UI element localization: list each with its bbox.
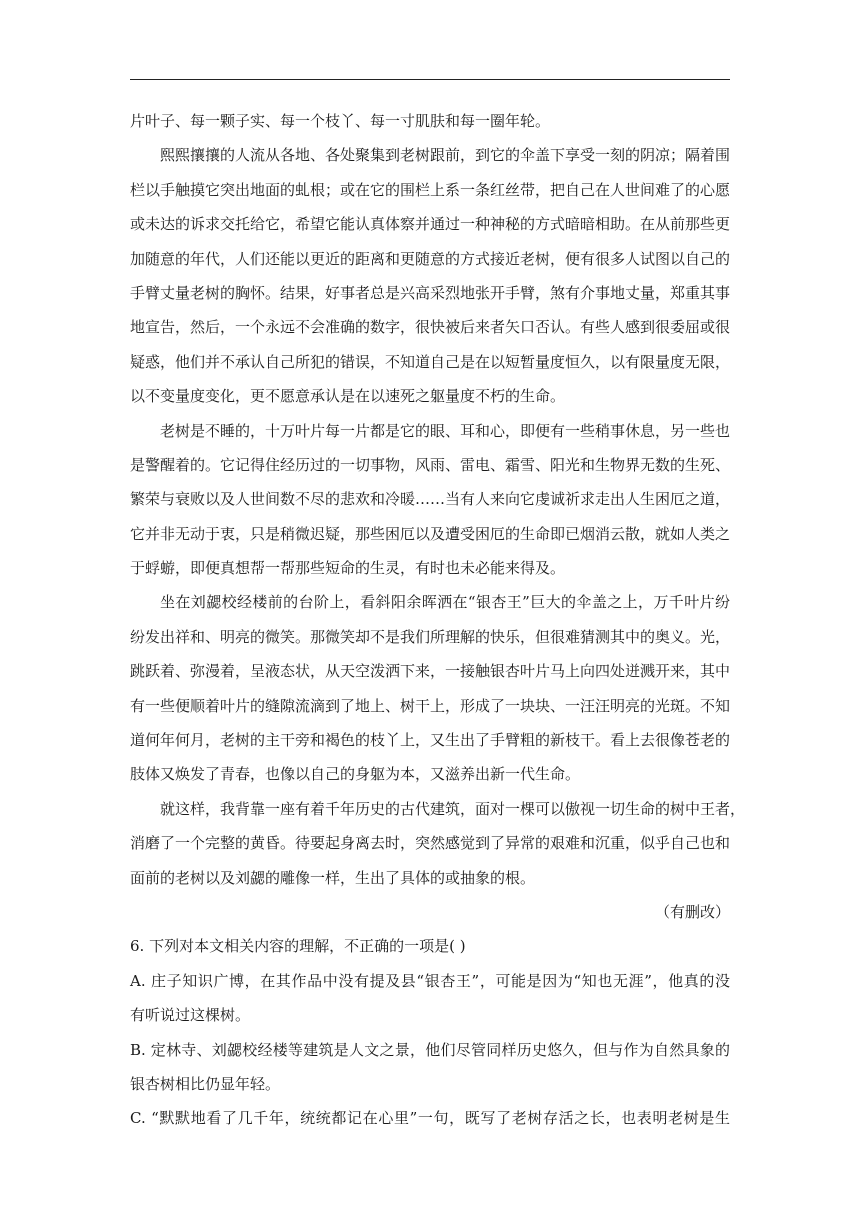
text-line: 或未达的诉求交托给它，希望它能认真体察并通过一种神秘的方式暗暗相助。在从前那些更 bbox=[130, 215, 731, 234]
text-line: 繁荣与衰败以及人世间数不尽的悲欢和冷暖……当有人来向它虔诚祈求走出人生困厄之道， bbox=[130, 490, 731, 509]
option-line: 银杏树相比仍显年轻。 bbox=[130, 1074, 281, 1093]
option-line: B. 定林寺、刘勰校经楼等建筑是人文之景，他们尽管同样历史悠久，但与作为自然具象的 bbox=[130, 1040, 730, 1059]
text-line: 手臂丈量老树的胸怀。结果，好事者总是兴高采烈地张开手臂，煞有介事地丈量，郑重其事 bbox=[130, 283, 731, 302]
option-c bbox=[130, 1101, 730, 1135]
option-line: 有听说过这棵树。 bbox=[130, 1006, 251, 1025]
document-body bbox=[130, 104, 746, 1136]
text-line: 面前的老树以及刘勰的雕像一样，生出了具体的或抽象的根。 bbox=[130, 868, 536, 887]
header-rule bbox=[130, 79, 730, 80]
paragraph bbox=[130, 414, 730, 586]
text-line: 老树是不睡的，十万叶片每一片都是它的眼、耳和心，即便有一些稍事休息，另一些也 bbox=[160, 421, 731, 440]
text-line: 地宣告，然后，一个永远不会准确的数字，很快被后来者矢口否认。有些人感到很委屈或很 bbox=[130, 318, 731, 337]
question-stem: 6. 下列对本文相关内容的理解，不正确的一项是( ) bbox=[130, 937, 466, 956]
paragraph bbox=[130, 585, 730, 791]
option-line: A. 庄子知识广博，在其作品中没有提及县“银杏王”，可能是因为“知也无涯”，他真的没 bbox=[130, 971, 730, 990]
text-line: 有一些便顺着叶片的缝隙流滴到了地上、树干上，形成了一块块、一汪汪明亮的光斑。不知 bbox=[130, 696, 731, 715]
option-line: C. “默默地看了几千年，统统都记在心里”一句，既写了老树存活之长，也表明老树是生 bbox=[130, 1109, 730, 1128]
edit-note: （有删改） bbox=[654, 902, 730, 921]
option-b bbox=[130, 1033, 730, 1102]
text-line: 栏以手触摸它突出地面的虬根；或在它的围栏上系一条红丝带，把自己在人世间难了的心愿 bbox=[130, 180, 731, 199]
question-block bbox=[130, 929, 730, 1135]
text-line: 就这样，我背靠一座有着千年历史的古代建筑，面对一棵可以傲视一切生命的树中王者， bbox=[160, 799, 746, 818]
paragraph bbox=[130, 138, 730, 413]
text-line: 坐在刘勰校经楼前的台阶上，看斜阳余晖洒在“银杏王”巨大的伞盖之上，万千叶片纷 bbox=[160, 593, 730, 612]
paragraph bbox=[130, 792, 746, 895]
text-line: 道何年何月，老树的主干旁和褐色的枝丫上，又生出了手臂粗的新枝干。看上去很像苍老的 bbox=[130, 731, 731, 750]
text-line: 熙熙攘攘的人流从各地、各处聚集到老树跟前，到它的伞盖下享受一刻的阴凉；隔着围 bbox=[160, 146, 731, 165]
text-line: 是警醒着的。它记得住经历过的一切事物，风雨、雷电、霜雪、阳光和生物界无数的生死、 bbox=[130, 455, 731, 474]
text-line: 于蜉蝣，即便真想帮一帮那些短命的生灵，有时也未必能来得及。 bbox=[130, 559, 566, 578]
paragraph bbox=[130, 104, 730, 138]
text-line: 它并非无动于衷，只是稍微迟疑，那些困厄以及遭受困厄的生命即已烟消云散，就如人类之 bbox=[130, 524, 731, 543]
text-line: 肢体又焕发了青春，也像以自己的身躯为本，又滋养出新一代生命。 bbox=[130, 765, 581, 784]
text-line: 纷发出祥和、明亮的微笑。那微笑却不是我们所理解的快乐，但很难猜测其中的奥义。光， bbox=[130, 627, 731, 646]
text-line: 疑惑，他们并不承认自己所犯的错误，不知道自己是在以短暂量度恒久，以有限量度无限， bbox=[130, 352, 731, 371]
text-line: 消磨了一个完整的黄昏。待要起身离去时，突然感觉到了异常的艰难和沉重，似乎自己也和 bbox=[130, 834, 731, 853]
option-a bbox=[130, 964, 730, 1033]
text-line: 跳跃着、弥漫着，呈液态状，从天空泼洒下来，一接触银杏叶片马上向四处迸溅开来，其中 bbox=[130, 662, 731, 681]
text-line: 加随意的年代，人们还能以更近的距离和更随意的方式接近老树，便有很多人试图以自己的 bbox=[130, 249, 731, 268]
text-line: 以不变量度变化，更不愿意承认是在以速死之躯量度不朽的生命。 bbox=[130, 387, 566, 406]
text-line: 片叶子、每一颗子实、每一个枝丫、每一寸肌肤和每一圈年轮。 bbox=[130, 112, 551, 130]
